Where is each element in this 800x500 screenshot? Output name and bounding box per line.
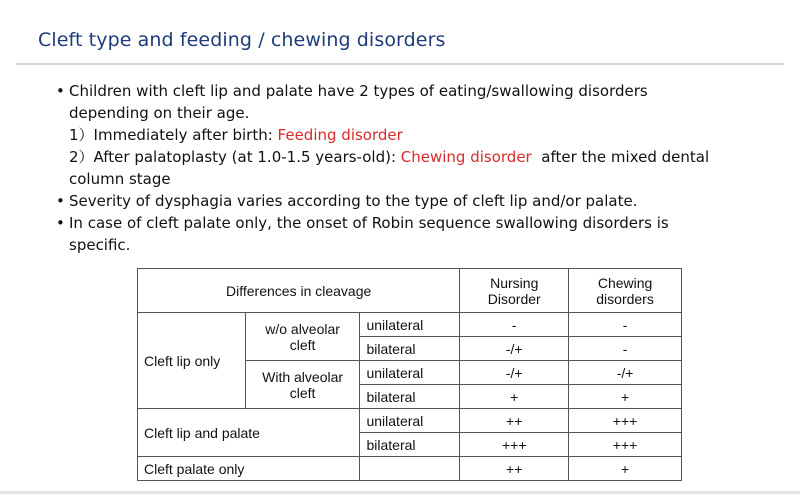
chewing-value: +++ xyxy=(569,433,682,457)
chewing-value: - xyxy=(569,337,682,361)
header-differences: Differences in cleavage xyxy=(138,269,460,313)
header-nursing: Nursing Disorder xyxy=(460,269,569,313)
subgroup-wo-alveolar: w/o alveolar cleft xyxy=(245,313,360,361)
group-cleft-palate-only: Cleft palate only xyxy=(138,457,360,481)
nursing-value: +++ xyxy=(460,433,569,457)
bullet-severity xyxy=(56,190,786,212)
nursing-value: ++ xyxy=(460,457,569,481)
chewing-value: +++ xyxy=(569,409,682,433)
group-cleft-lip-only: Cleft lip only xyxy=(138,313,246,409)
bullet-eating-disorders xyxy=(56,80,786,102)
title-divider xyxy=(16,63,784,65)
list-item-after-palatoplasty xyxy=(56,146,786,168)
nursing-value: ++ xyxy=(460,409,569,433)
group-cleft-lip-palate: Cleft lip and palate xyxy=(138,409,360,457)
cleft-disorder-table xyxy=(137,268,682,481)
subgroup-with-alveolar: With alveolar cleft xyxy=(245,361,360,409)
side-unilateral: unilateral xyxy=(360,313,460,337)
side-bilateral: bilateral xyxy=(360,337,460,361)
empty-cell xyxy=(360,457,460,481)
nursing-value: -/+ xyxy=(460,337,569,361)
bullet-continuation xyxy=(56,234,786,256)
footer-divider xyxy=(0,491,800,494)
bullet-text: Severity of dysphagia varies according to the type of cleft lip and/or palate. xyxy=(69,192,638,210)
chewing-value: + xyxy=(569,385,682,409)
bullet-dot: • xyxy=(56,192,65,210)
bullet-text: Children with cleft lip and palate have 2 types of eating/swallowing disorders xyxy=(69,82,648,100)
slide-title: Cleft type and feeding / chewing disorders xyxy=(38,29,446,51)
table-row xyxy=(138,409,682,433)
bullet-continuation xyxy=(56,102,786,124)
bullet-robin-sequence xyxy=(56,212,786,234)
list-item-text: column stage xyxy=(69,170,171,188)
list-item-text: 2）After palatoplasty (at 1.0-1.5 years-old): xyxy=(69,148,401,166)
nursing-value: + xyxy=(460,385,569,409)
list-item-text: after the mixed dental xyxy=(531,148,710,166)
list-item-after-birth xyxy=(56,124,786,146)
nursing-value: - xyxy=(460,313,569,337)
nursing-value: -/+ xyxy=(460,361,569,385)
table-row xyxy=(138,313,682,337)
list-item-text: 1）Immediately after birth: xyxy=(69,126,278,144)
bullet-text: specific. xyxy=(69,236,131,254)
bullet-text: In case of cleft palate only, the onset of Robin sequence swallowing disorders is xyxy=(69,214,669,232)
chewing-disorder-highlight: Chewing disorder xyxy=(400,148,532,166)
side-bilateral: bilateral xyxy=(360,433,460,457)
chewing-value: -/+ xyxy=(569,361,682,385)
bullet-dot: • xyxy=(56,214,65,232)
header-chewing: Chewing disorders xyxy=(569,269,682,313)
side-bilateral: bilateral xyxy=(360,385,460,409)
bullet-text: depending on their age. xyxy=(69,104,250,122)
table-row xyxy=(138,457,682,481)
side-unilateral: unilateral xyxy=(360,361,460,385)
table-header-row xyxy=(138,269,682,313)
feeding-disorder-highlight: Feeding disorder xyxy=(277,126,403,144)
list-item-continuation xyxy=(56,168,786,190)
chewing-value: - xyxy=(569,313,682,337)
chewing-value: + xyxy=(569,457,682,481)
bullet-list xyxy=(56,80,786,256)
bullet-dot: • xyxy=(56,82,65,100)
side-unilateral: unilateral xyxy=(360,409,460,433)
